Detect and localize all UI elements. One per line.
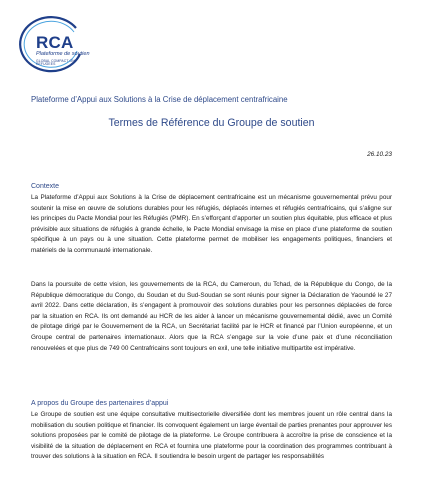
document-date: 26.10.23: [367, 151, 392, 158]
section-heading-contexte: Contexte: [31, 183, 60, 190]
logo-subtitle: Plateforme de soutien: [36, 51, 90, 57]
logo-name: RCA: [36, 33, 74, 52]
paragraph-contexte-1: La Plateforme d’Appui aux Solutions à la Crise de déplacement centrafricaine est un mécanisme gouvernemental prévu pour soutenir la mise en œuvre de solutions durables pour les réfugiés, déplacés internes et réfugiés centrafricains, qui s’aligne sur les principes du Pacte Mondial pour les Réfugiés (PMR). En s’efforçant d’apporter un soutien plus équitable, plus efficace et plus prévisible aux situations de réfugiés à grande échelle, le Pacte Mondial envisage la mise en place d’une plateforme de soutien spécifique à un pays ou à une situation. Cette plateforme permet de mobiliser les engagements politiques, financiers et matériels de la communauté internationale.: [31, 194, 392, 254]
document-header: Plateforme d’Appui aux Solutions à la Crise de déplacement centrafricaine: [31, 95, 288, 104]
logo-tagline: GLOBAL COMPACT ON REFUGEES: [36, 58, 75, 66]
rca-logo: [14, 14, 94, 74]
paragraph-contexte-2: Dans la poursuite de cette vision, les gouvernements de la RCA, du Cameroun, du Tchad, de la République du Congo, de la République démocratique du Congo, du Soudan et du Sud-Soudan se sont réunis pour signer la Déclaration de Yaoundé le 27 avril 2022. Dans cette déclaration, ils s’engagent à promouvoir des solutions durables pour les personnes déplacées de force par la situation en RCA. Ils ont demandé au HCR de les aider à lancer un mécanisme gouvernemental dédié, avec un Comité de pilotage dirigé par le Gouvernement de la RCA, un Secrétariat facilité par le HCR et financé par l’Union européenne, et un Groupe central de partenaires internationaux. Alors que la RCA s’engage sur la voie d’une paix et d’une réconciliation renouvelées et que plus de 749 00 Centrafricains sont toujours en exil, une telle initiative multipartite est impérative.: [31, 281, 392, 352]
paragraph-groupe-1: Le Groupe de soutien est une équipe consultative multisectorielle diversifiée dont les membres jouent un rôle central dans la mobilisation du soutien politique et financier. Ils convoquent également un large éventail de parties prenantes pour approuver les solutions proposées par le comité de pilotage de la plateforme. Le Groupe contribuera à accroître la prise de conscience et la visibilité de la situation de déplacement en RCA et fournira une plateforme pour la coordination des programmes contribuant à trouver des solutions à la situation en RCA. Il soutiendra le besoin urgent de partager les responsabilités: [31, 411, 392, 461]
section-heading-groupe: A propos du Groupe des partenaires d’appui: [31, 400, 169, 407]
document-title: Termes de Référence du Groupe de soutien: [108, 117, 315, 129]
